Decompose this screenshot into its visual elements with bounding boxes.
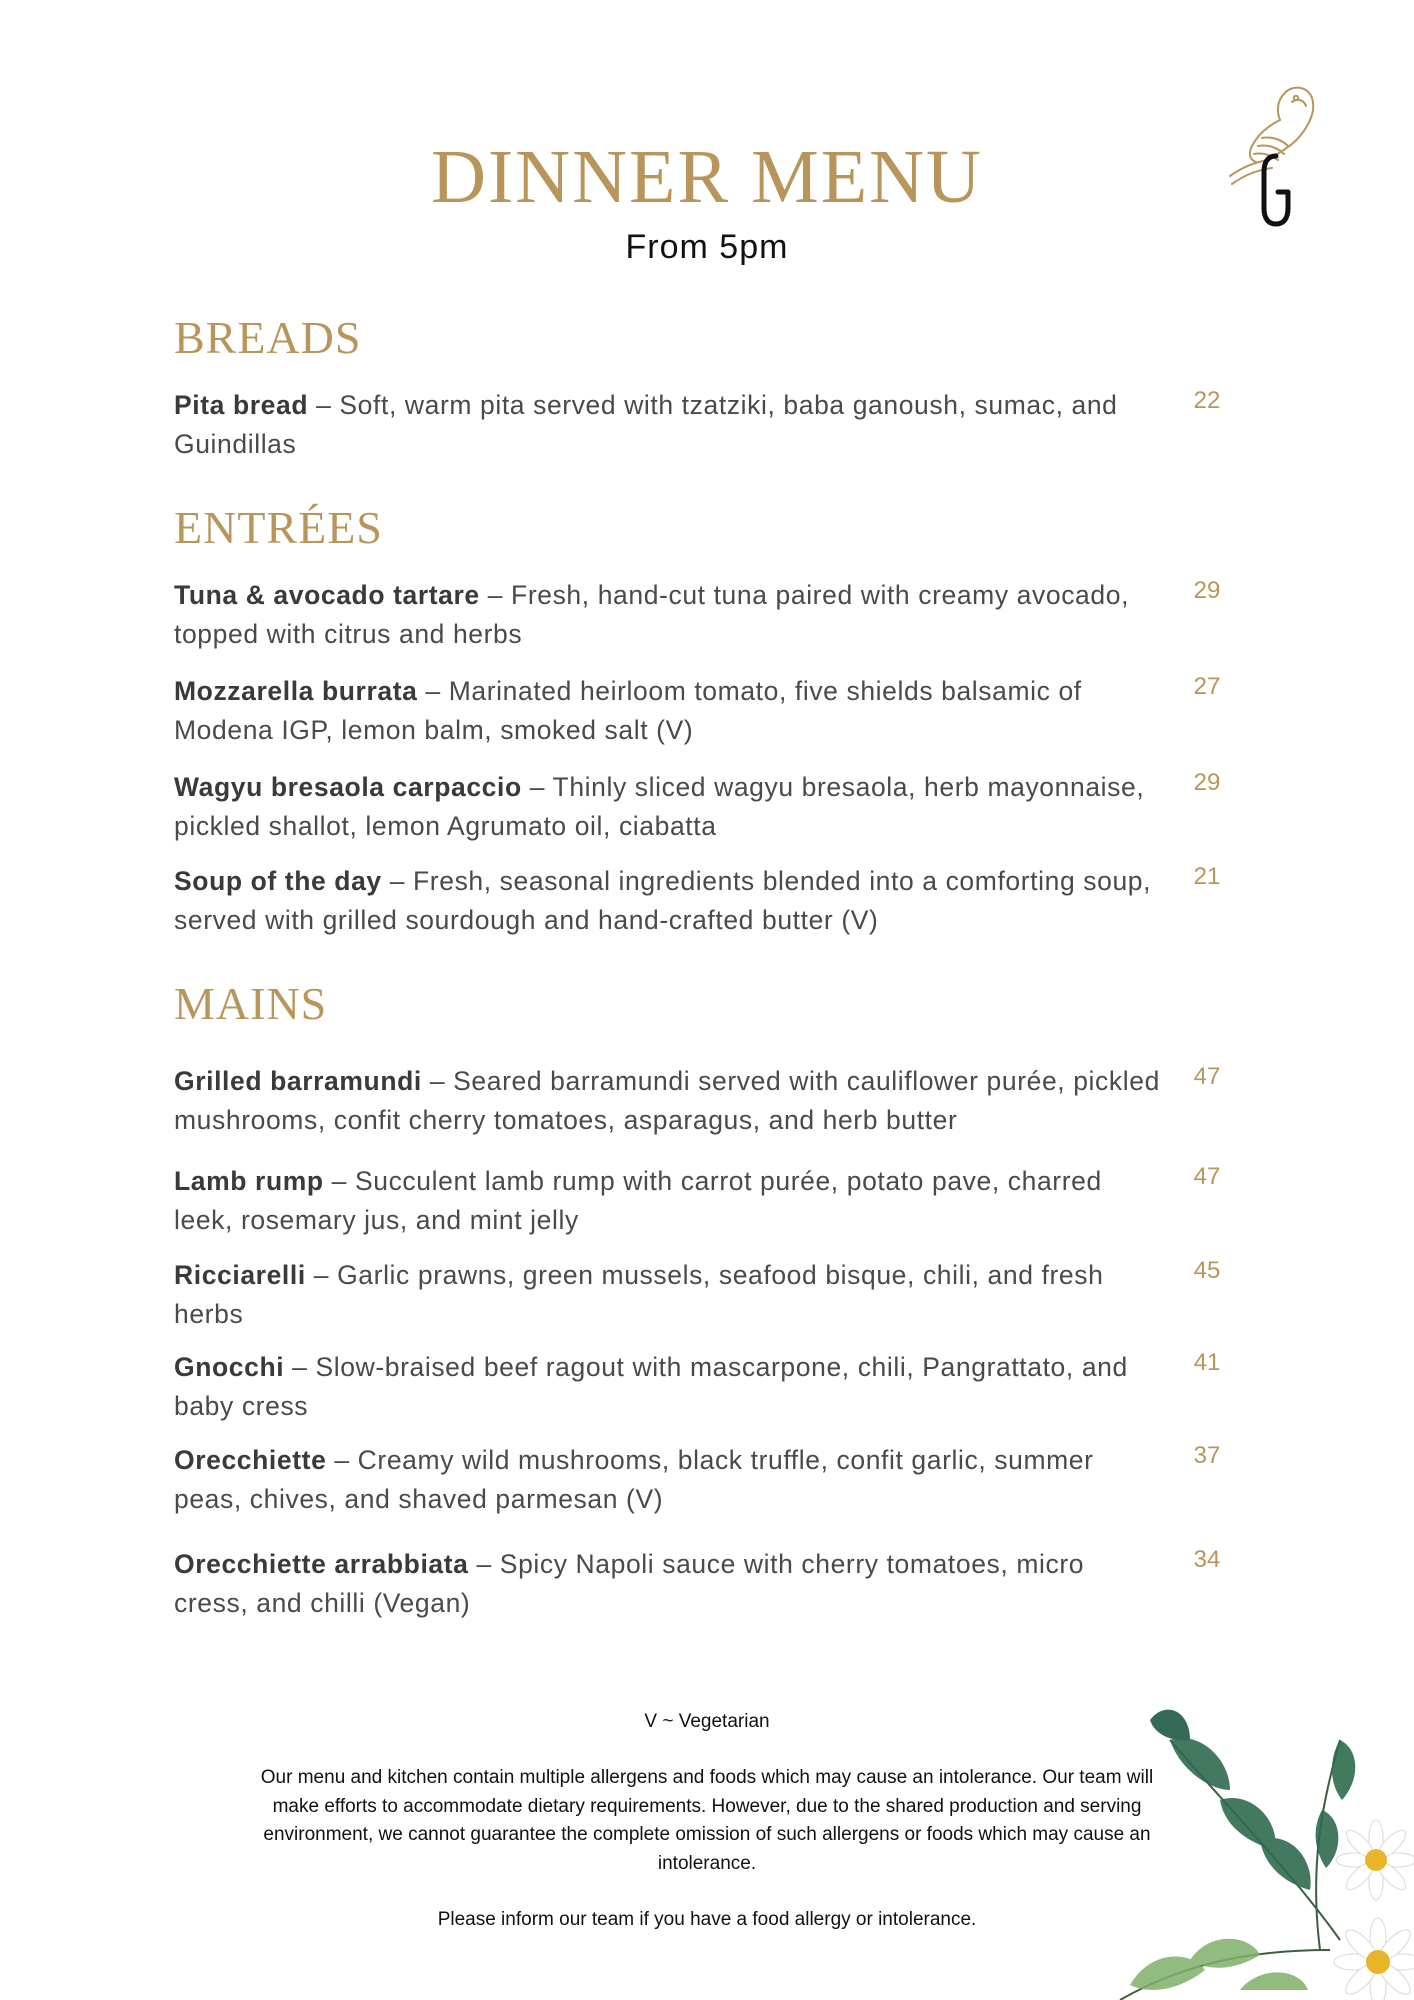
menu-item-name: Lamb rump — [174, 1166, 324, 1196]
menu-item-name: Grilled barramundi — [174, 1066, 422, 1096]
section-heading-mains: MAINS — [174, 978, 328, 1029]
menu-item-description: – Thinly sliced wagyu bresaola, herb mayonnaise, pickled shallot, lemon Agrumato oil, ciabatta — [174, 772, 1145, 841]
menu-item-description: – Marinated heirloom tomato, five shields balsamic of Modena IGP, lemon balm, smoked salt (V) — [174, 676, 1082, 745]
menu-item-description: – Creamy wild mushrooms, black truffle, confit garlic, summer peas, chives, and shaved parmesan (V) — [174, 1445, 1094, 1514]
menu-item — [174, 1162, 1221, 1240]
menu-item-name: Orecchiette arrabbiata — [174, 1549, 469, 1579]
menu-item-description: – Fresh, seasonal ingredients blended into a comforting soup, served with grilled sourdough and hand-crafted butter (V) — [174, 866, 1152, 935]
menu-item-name: Gnocchi — [174, 1352, 285, 1382]
menu-item-price: 29 — [1193, 769, 1221, 796]
vegetarian-legend: V ~ Vegetarian — [644, 1711, 770, 1732]
menu-item-text — [174, 862, 1164, 940]
leaves-daisies-decoration-icon — [1110, 1700, 1414, 2000]
menu-item-name: Wagyu bresaola carpaccio — [174, 772, 522, 802]
menu-item-text — [174, 1545, 1164, 1623]
menu-item-name: Orecchiette — [174, 1445, 327, 1475]
menu-item-name: Ricciarelli — [174, 1260, 306, 1290]
menu-item-description: – Fresh, hand-cut tuna paired with creamy avocado, topped with citrus and herbs — [174, 580, 1130, 649]
menu-item-name: Soup of the day — [174, 866, 382, 896]
menu-item — [174, 576, 1221, 654]
bird-g-logo-icon — [1222, 80, 1322, 230]
menu-item-description: – Spicy Napoli sauce with cherry tomatoes, micro cress, and chilli (Vegan) — [174, 1549, 1085, 1618]
menu-item — [174, 1062, 1221, 1140]
section-heading-breads: BREADS — [174, 312, 362, 363]
menu-item-price: 47 — [1193, 1063, 1221, 1090]
allergen-notice: Our menu and kitchen contain multiple allergens and foods which may cause an intolerance. Our team will make efforts to accommodate dietary requirements. However, due to the shared production and serving environment, we cannot guarantee the complete omission of such allergens or foods which may cause an intolerance. — [260, 1767, 1154, 1874]
menu-item-description: – Garlic prawns, green mussels, seafood bisque, chili, and fresh herbs — [174, 1260, 1104, 1329]
menu-title: DINNER MENU — [431, 135, 983, 219]
menu-item-name: Pita bread — [174, 390, 309, 420]
menu-item-text — [174, 1348, 1164, 1426]
menu-item-text — [174, 576, 1164, 654]
menu-item-price: 45 — [1193, 1257, 1221, 1284]
menu-item-text — [174, 1441, 1164, 1519]
menu-item-price: 21 — [1193, 863, 1221, 890]
menu-item-description: – Seared barramundi served with cauliflower purée, pickled mushrooms, confit cherry tomatoes, asparagus, and herb butter — [174, 1066, 1160, 1135]
menu-item-price: 22 — [1193, 387, 1221, 414]
menu-item-text — [174, 768, 1164, 846]
menu-item — [174, 862, 1221, 940]
menu-item-price: 27 — [1193, 673, 1221, 700]
menu-item-description: – Slow-braised beef ragout with mascarpone, chili, Pangrattato, and baby cress — [174, 1352, 1128, 1421]
menu-item-price: 29 — [1193, 577, 1221, 604]
menu-item-description: – Soft, warm pita served with tzatziki, baba ganoush, sumac, and Guindillas — [174, 390, 1118, 459]
section-heading-entrees: ENTRÉES — [174, 502, 383, 553]
menu-item — [174, 1256, 1221, 1334]
menu-item-text — [174, 1162, 1164, 1240]
menu-item — [174, 386, 1221, 464]
menu-item — [174, 768, 1221, 846]
menu-item-price: 41 — [1193, 1349, 1221, 1376]
menu-item-price: 47 — [1193, 1163, 1221, 1190]
menu-item-text — [174, 1256, 1164, 1334]
menu-item-text — [174, 386, 1164, 464]
menu-item-text — [174, 1062, 1164, 1140]
menu-item-description: – Succulent lamb rump with carrot purée, potato pave, charred leek, rosemary jus, and mint jelly — [174, 1166, 1102, 1235]
menu-item-name: Tuna & avocado tartare — [174, 580, 480, 610]
menu-item — [174, 1441, 1221, 1519]
menu-item-name: Mozzarella burrata — [174, 676, 418, 706]
allergy-inform-note: Please inform our team if you have a food allergy or intolerance. — [437, 1909, 977, 1930]
menu-item-price: 34 — [1193, 1546, 1221, 1573]
menu-subtitle: From 5pm — [625, 228, 789, 266]
menu-item-price: 37 — [1193, 1442, 1221, 1469]
menu-item — [174, 672, 1221, 750]
menu-item — [174, 1348, 1221, 1426]
menu-item-text — [174, 672, 1164, 750]
menu-item — [174, 1545, 1221, 1623]
